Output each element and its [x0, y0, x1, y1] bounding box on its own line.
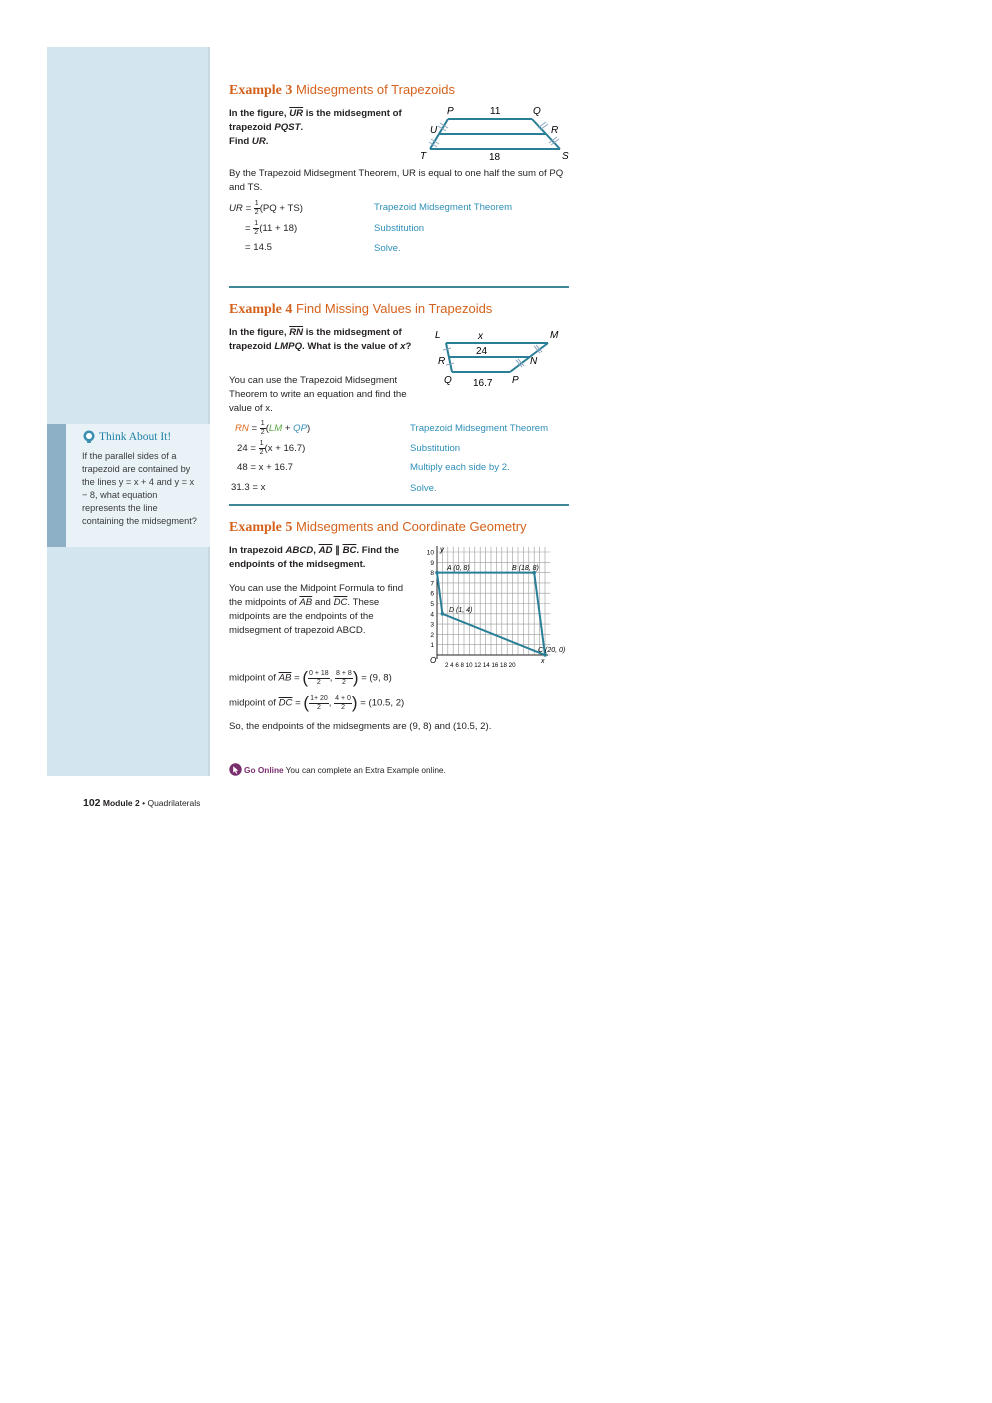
example4-step-2: 24 = $\frac{1}{2}$ (x + 16.7): [237, 440, 306, 456]
example3-reason-3: Solve.: [374, 243, 401, 254]
example3-heading: [229, 82, 455, 99]
topic-label: Quadrilaterals: [147, 798, 201, 808]
y-tick-8: 8: [430, 570, 434, 578]
label-l: L: [435, 330, 441, 341]
label-t: T: [420, 151, 427, 162]
page-footer: 102 Module 2 • Quadrilaterals: [83, 797, 201, 809]
divider-rule-1: [229, 286, 569, 288]
label-p: P: [512, 375, 519, 386]
y-tick-2: 2: [430, 631, 434, 639]
example5-number: Example 5: [229, 520, 293, 535]
point-b-label: B (18, 8): [512, 565, 539, 572]
y-axis-label: y: [440, 545, 444, 554]
thought-bubble-icon: [82, 430, 96, 444]
divider-rule-2: [229, 504, 569, 506]
example3-prompt: In the figure, $\overline{UR}$ is the midsegment of trapezoid PQST. Find UR.: [229, 108, 402, 147]
example4-reason-1: Trapezoid Midsegment Theorem: [410, 423, 549, 434]
point-d-label: D (1, 4): [449, 607, 473, 614]
margin-sidebar: [47, 47, 208, 776]
example4-title: Find Missing Values in Trapezoids: [296, 301, 493, 316]
go-online-label[interactable]: Go Online: [244, 764, 284, 775]
example5-body: You can use the Midpoint Formula to find the midpoints of $\overline{AB}$ and $\overline{DC}$. These midpoints are the endpoints of the midsegment of trapezoid ABCD.: [229, 583, 404, 636]
y-tick-6: 6: [430, 590, 434, 598]
sidebar-divider: [208, 47, 210, 776]
point-a-label: A (0, 8): [447, 565, 470, 572]
go-online-text: You can complete an Extra Example online.: [285, 764, 446, 775]
midpoint-ab-equation: midpoint of $\overline{AB}$ = ( $\frac{0 + 18}{2}$ , $\frac{8 + 8}{2}$ ) = (9, 8): [229, 668, 392, 687]
label-s: S: [562, 151, 569, 162]
example5-title: Midsegments and Coordinate Geometry: [296, 519, 527, 534]
point-d: [441, 612, 445, 616]
label-bottom-length: 16.7: [473, 378, 493, 389]
y-tick-9: 9: [430, 559, 434, 567]
label-q: Q: [533, 106, 541, 117]
example3-reason-2: Substitution: [374, 223, 425, 234]
y-tick-10: 10: [426, 549, 434, 557]
example3-reason-1: Trapezoid Midsegment Theorem: [374, 202, 513, 213]
think-title-text: Think About It!: [99, 431, 172, 443]
example5-coordinate-graph: [420, 542, 572, 668]
example3-body: By the Trapezoid Midsegment Theorem, UR is equal to one half the sum of PQ and TS.: [229, 168, 564, 193]
y-tick-labels: [427, 550, 435, 650]
example5-heading: [229, 519, 527, 536]
x-axis-label: x: [541, 658, 545, 665]
graph-grid: [437, 547, 550, 655]
example4-prompt: In the figure, $\overline{RN}$ is the midsegment of trapezoid LMPQ. What is the value of x?: [229, 327, 412, 352]
y-tick-1: 1: [430, 642, 434, 650]
label-q: Q: [444, 375, 452, 386]
label-r: R: [551, 125, 559, 136]
label-top-length: 11: [490, 106, 501, 117]
point-a: [435, 571, 439, 575]
y-tick-7: 7: [430, 580, 434, 588]
point-c-label: C (20, 0): [538, 647, 566, 654]
example4-body: You can use the Trapezoid Midsegment Theorem to write an equation and find the value of x.: [229, 375, 407, 414]
think-about-it-title: [82, 430, 171, 444]
label-m: M: [550, 330, 559, 341]
example3-title: Midsegments of Trapezoids: [296, 82, 455, 97]
module-label: Module 2: [102, 798, 140, 808]
label-r: R: [438, 356, 446, 367]
example4-step-4: 31.3 = x: [231, 482, 266, 493]
label-x: x: [478, 331, 483, 342]
x-tick-labels: 2 4 6 8 10 12 14 16 18 20: [445, 662, 516, 668]
label-midsegment-length: 24: [476, 346, 488, 357]
example4-trapezoid-figure: [430, 326, 570, 390]
example4-step-1: RN = $\frac{1}{2}$ (LM + QP): [235, 420, 311, 436]
example4-heading: [229, 301, 492, 318]
example4-reason-3: Multiply each side by 2.: [410, 462, 510, 473]
cursor-click-icon: [229, 763, 242, 776]
go-online-link[interactable]: [229, 763, 446, 776]
example4-number: Example 4: [229, 302, 293, 317]
label-p: P: [447, 106, 454, 117]
example3-step-3: = 14.5: [245, 242, 272, 253]
example4-reason-2: Substitution: [410, 443, 461, 454]
example3-step-1: UR = $\frac{1}{2}$ (PQ + TS): [229, 200, 303, 216]
label-n: N: [530, 356, 538, 367]
y-tick-4: 4: [430, 611, 434, 619]
example5-conclusion: So, the endpoints of the midsegments are (9, 8) and (10.5, 2).: [229, 721, 492, 732]
y-tick-3: 3: [430, 621, 434, 629]
think-about-it-bar: [47, 424, 66, 547]
midpoint-dc-equation: midpoint of $\overline{DC}$ = ( $\frac{1+ 20}{2}$ , $\frac{4 + 0}{2}$ ) = (10.5, 2): [229, 693, 405, 712]
think-about-it-body: If the parallel sides of a trapezoid are contained by the lines y = x + 4 and y = x − 8, what equation represents the line containing the midsegment?: [82, 451, 197, 526]
example4-reason-4: Solve.: [410, 483, 437, 494]
label-bottom-length: 18: [489, 152, 501, 163]
example4-step-3: 48 = x + 16.7: [237, 462, 294, 473]
label-u: U: [430, 125, 438, 136]
example3-trapezoid-figure: [410, 100, 580, 166]
example3-step-2: = $\frac{1}{2}$ (11 + 18): [245, 220, 298, 236]
y-tick-5: 5: [430, 601, 434, 608]
origin-label: O: [430, 656, 437, 665]
example3-number: Example 3: [229, 83, 293, 98]
example5-prompt: In trapezoid ABCD, $\overline{AD}$ ∥ $\overline{BC}$. Find the endpoints of the midsegment.: [229, 545, 400, 570]
page-number: 102: [83, 797, 101, 809]
